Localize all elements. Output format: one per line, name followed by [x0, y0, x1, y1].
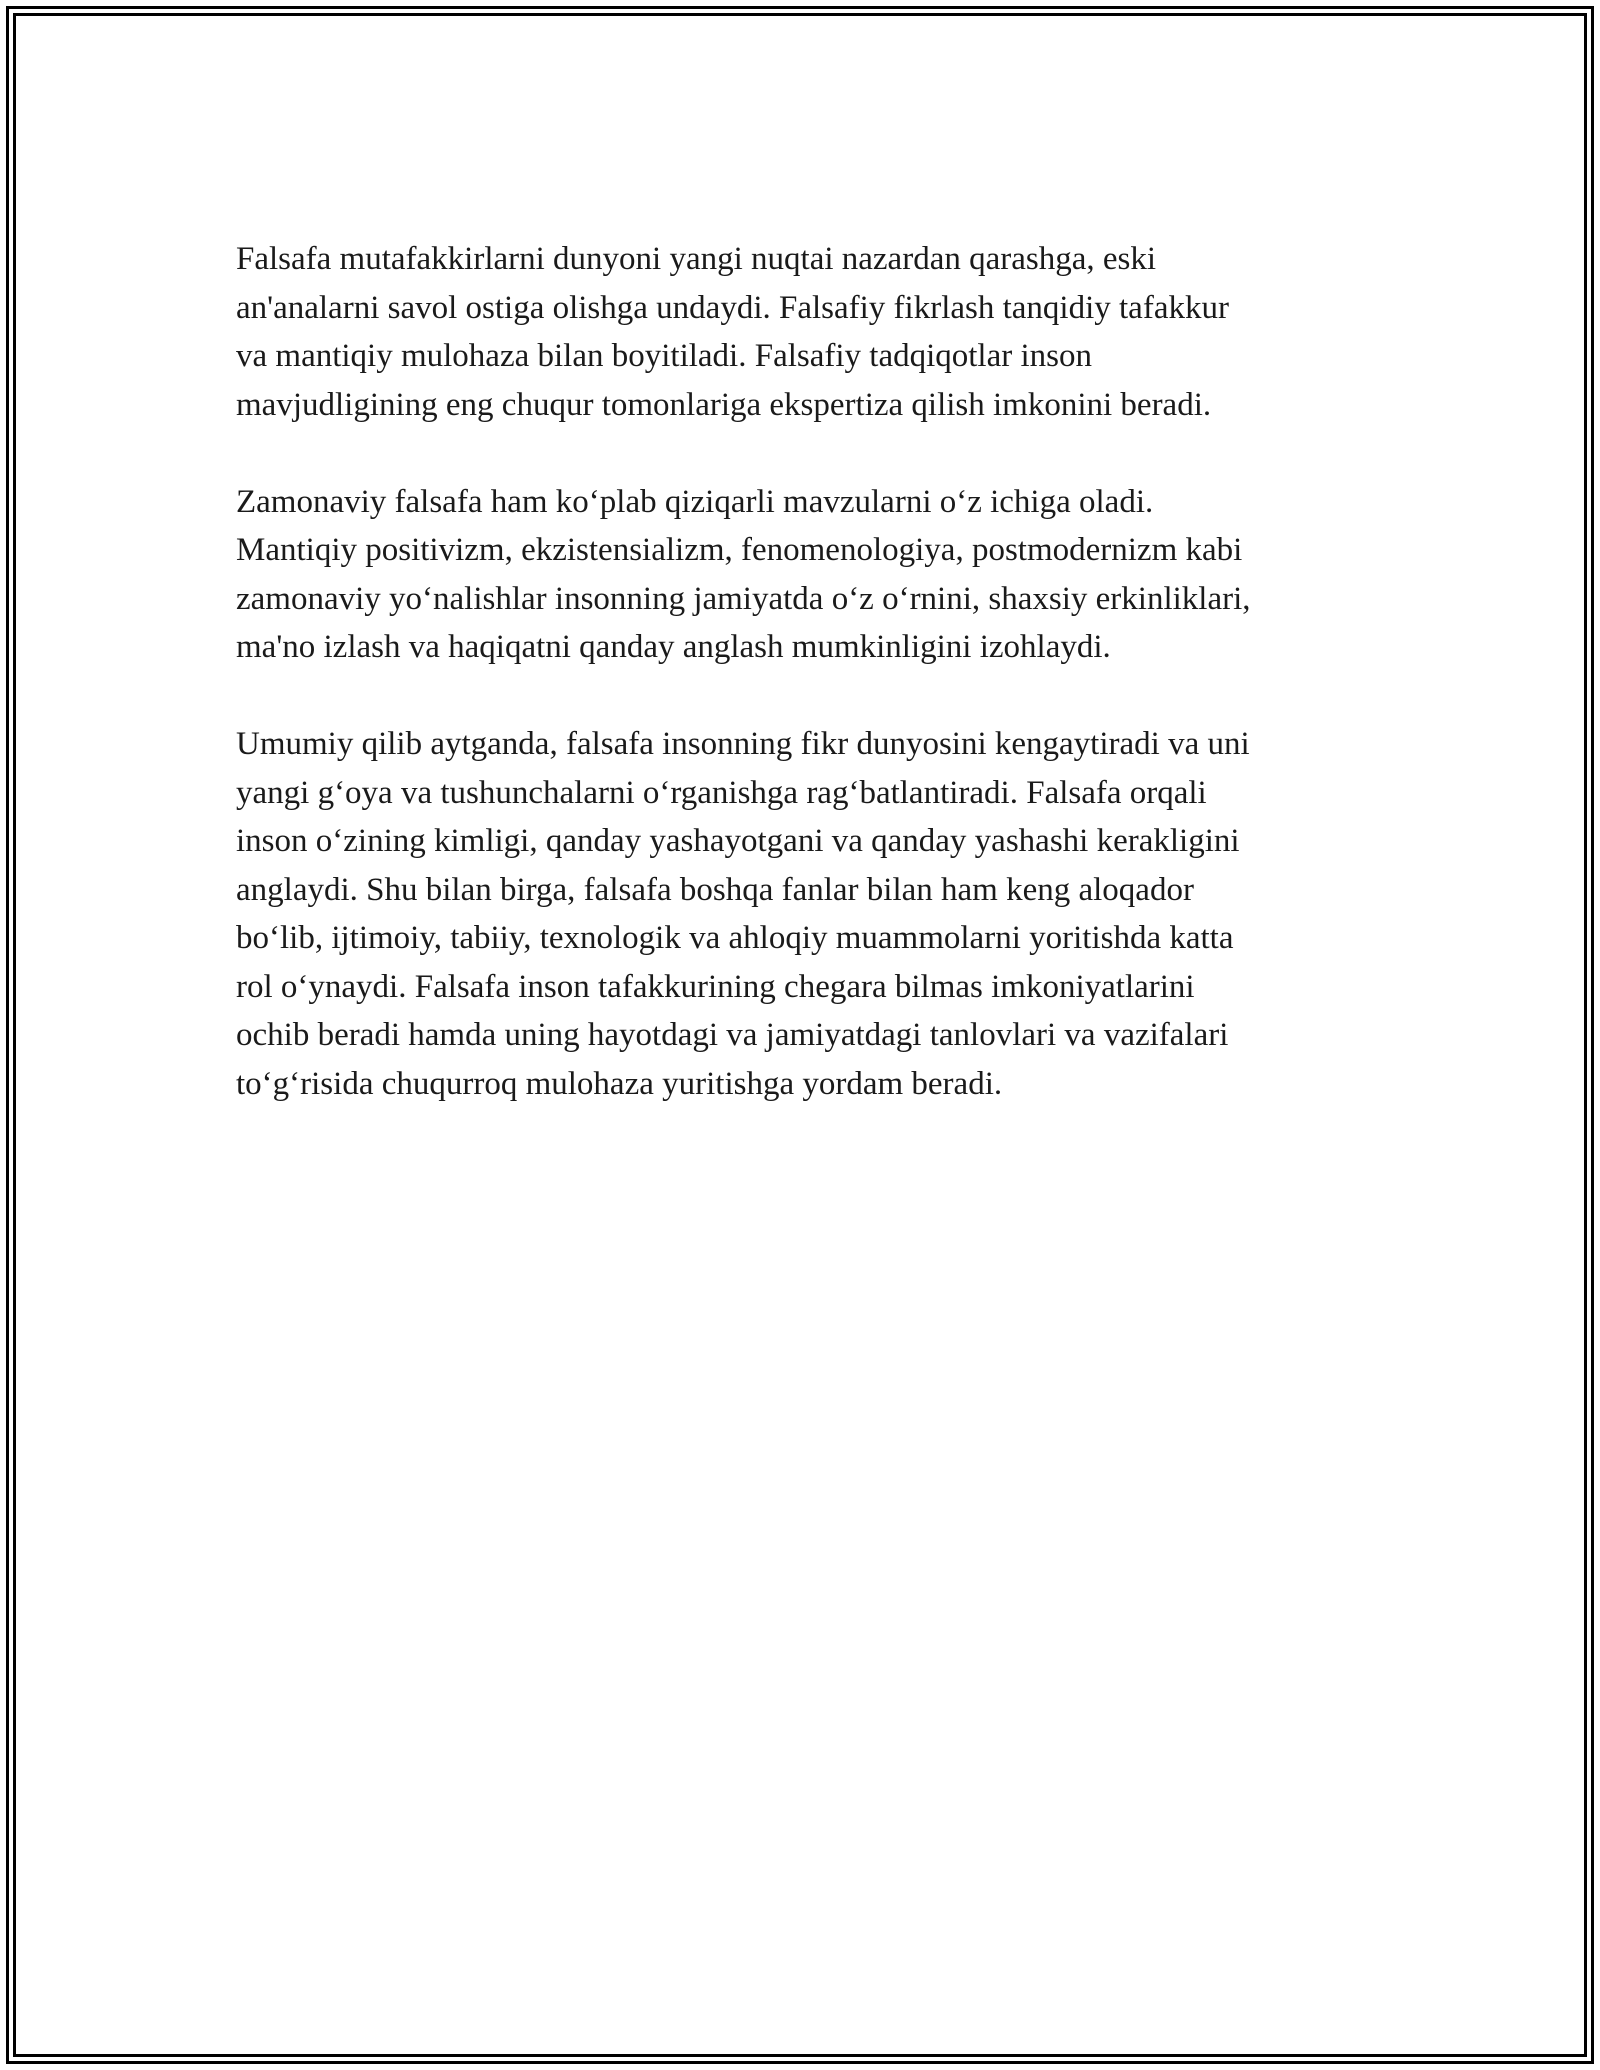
document-body: [236, 235, 1396, 1157]
paragraph-2: Zamonaviy falsafa ham ko‘plab qiziqarli mavzularni o‘z ichiga oladi. Mantiqiy positivizm, ekzistensializm, fenomenologiya, postmodernizm kabi zamonaviy yo‘nalishlar insonning jamiyatda o‘z o‘rnini, shaxsiy erkinliklari, ma'no izlash va haqiqatni qanday anglash mumkinligini izohlaydi.: [236, 483, 1251, 665]
paragraph-3: Umumiy qilib aytganda, falsafa insonning fikr dunyosini kengaytiradi va uni yangi g‘oya va tushunchalarni o‘rganishga rag‘batlantiradi. Falsafa orqali inson o‘zining kimligi, qanday yashayotgani va qanday yashashi kerakligini anglaydi. Shu bilan birga, falsafa boshqa fanlar bilan ham keng aloqador bo‘lib, ijtimoiy, tabiiy, texnologik va ahloqiy muammolarni yoritishda katta rol o‘ynaydi. Falsafa inson tafakkurining chegara bilmas imkoniyatlarini ochib beradi hamda uning hayotdagi va jamiyatdagi tanlovlari va vazifalari to‘g‘risida chuqurroq mulohaza yuritishga yordam beradi.: [236, 726, 1250, 1102]
paragraph-1: Falsafa mutafakkirlarni dunyoni yangi nuqtai nazardan qarashga, eski an'analarni savol ostiga olishga undaydi. Falsafiy fikrlash tanqidiy tafakkur va mantiqiy mulohaza bilan boyitiladi. Falsafiy tadqiqotlar inson mavjudligining eng chuqur tomonlariga ekspertiza qilish imkonini beradi.: [236, 241, 1229, 423]
